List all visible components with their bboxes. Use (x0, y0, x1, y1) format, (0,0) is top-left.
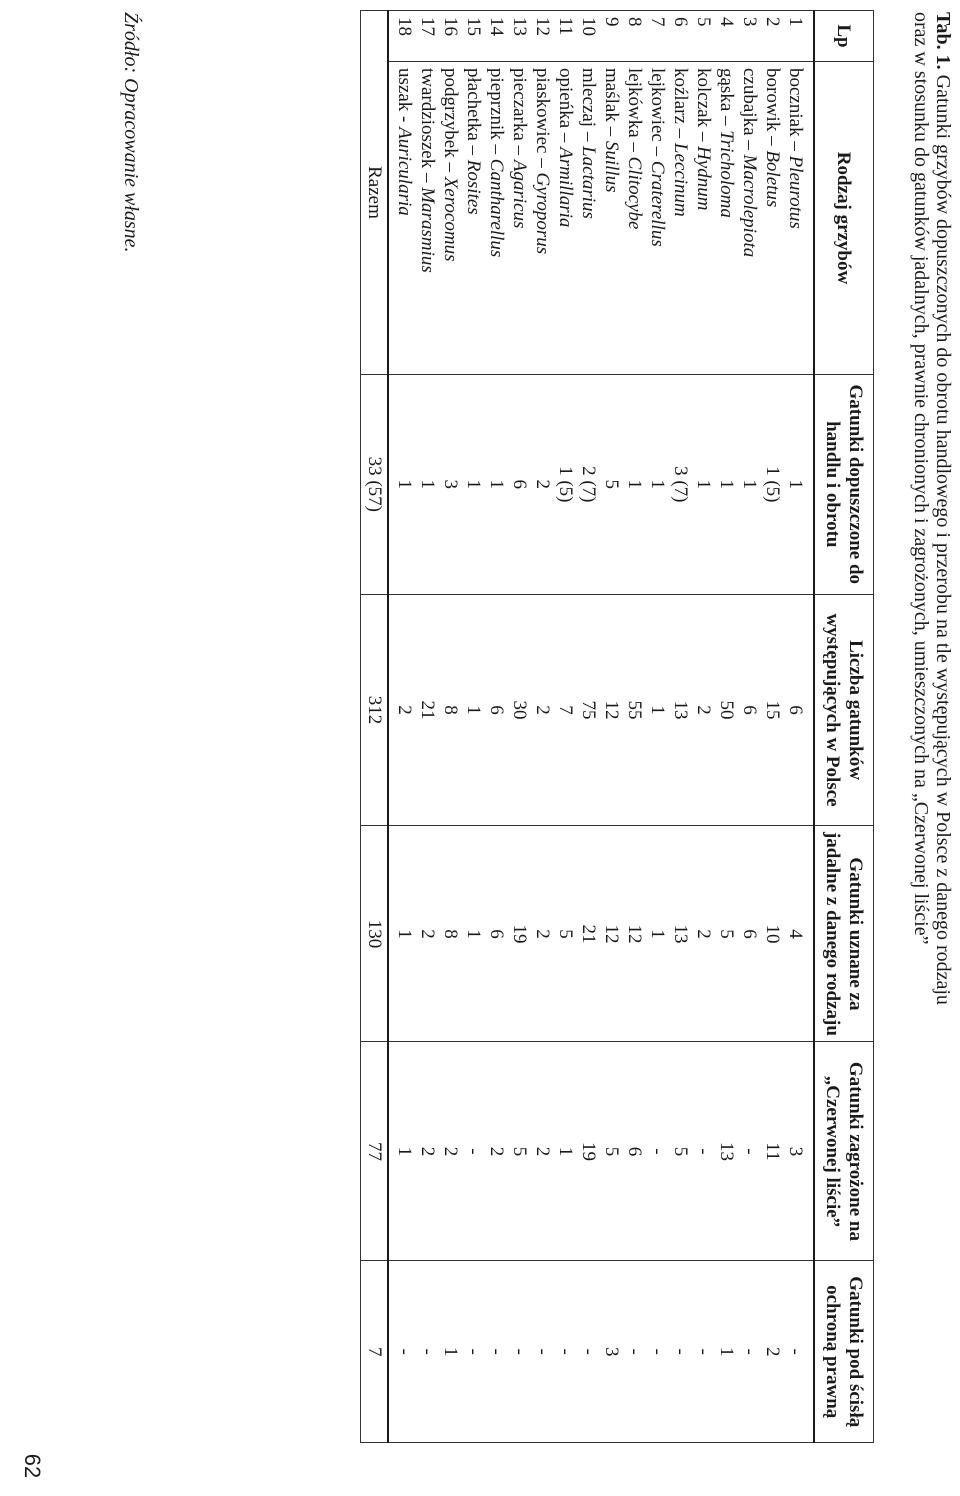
row-species-count: 21 (416, 594, 439, 826)
row-red-list: 5 (669, 1042, 692, 1261)
row-red-list: 3 (784, 1042, 814, 1261)
row-genus (715, 62, 738, 375)
row-allowed: 1 (646, 375, 669, 595)
genus-common-name: borowik – (762, 68, 784, 151)
row-genus (388, 62, 416, 375)
genus-common-name: uszak - (394, 68, 416, 128)
table-row (388, 11, 416, 1443)
genus-latin-name: Agaricus (509, 159, 531, 229)
header-row (814, 11, 874, 1443)
genus-latin-name: Pleurotus (785, 155, 807, 229)
row-species-count: 30 (508, 594, 531, 826)
row-allowed: 1 (5) (554, 375, 577, 595)
row-protected: - (577, 1261, 600, 1443)
row-edible: 19 (508, 826, 531, 1042)
row-lp: 5 (692, 11, 715, 62)
row-edible: 2 (692, 826, 715, 1042)
row-genus (439, 62, 462, 375)
table-row (416, 11, 439, 1443)
row-allowed: 1 (738, 375, 761, 595)
row-red-list: 6 (623, 1042, 646, 1261)
row-genus (577, 62, 600, 375)
header-protected: Gatunki pod ścisłą ochroną prawną (814, 1261, 874, 1443)
row-red-list: - (462, 1042, 485, 1261)
table-row (485, 11, 508, 1443)
genus-common-name: boczniak – (785, 68, 807, 156)
total-allowed: 33 (57) (361, 375, 389, 595)
row-red-list: - (692, 1042, 715, 1261)
page-number: 62 (20, 1453, 45, 1479)
row-lp: 9 (600, 11, 623, 62)
row-red-list: 2 (531, 1042, 554, 1261)
row-genus (531, 62, 554, 375)
row-lp: 17 (416, 11, 439, 62)
table-row (623, 11, 646, 1443)
row-allowed: 1 (623, 375, 646, 595)
row-lp: 16 (439, 11, 462, 62)
row-red-list: 11 (761, 1042, 784, 1261)
genus-common-name: piaskowiec – (532, 68, 554, 173)
source-note: Źródło: Opracowanie własne. (120, 12, 142, 253)
row-edible: 6 (485, 826, 508, 1042)
total-protected: 7 (361, 1261, 389, 1443)
row-edible: 4 (784, 826, 814, 1042)
total-edible: 130 (361, 826, 389, 1042)
row-protected: 3 (600, 1261, 623, 1443)
row-allowed: 1 (388, 375, 416, 595)
row-red-list: - (646, 1042, 669, 1261)
row-genus (462, 62, 485, 375)
row-edible: 21 (577, 826, 600, 1042)
header-species-count: Liczba gatunków występujących w Polsce (814, 594, 874, 826)
row-species-count: 2 (388, 594, 416, 826)
row-red-list: - (738, 1042, 761, 1261)
row-genus (416, 62, 439, 375)
row-edible: 2 (531, 826, 554, 1042)
row-genus (485, 62, 508, 375)
row-allowed: 3 (439, 375, 462, 595)
table-row (669, 11, 692, 1443)
row-lp: 13 (508, 11, 531, 62)
row-lp: 4 (715, 11, 738, 62)
row-genus (784, 62, 814, 375)
row-species-count: 1 (646, 594, 669, 826)
row-species-count: 75 (577, 594, 600, 826)
row-lp: 12 (531, 11, 554, 62)
row-edible: 13 (669, 826, 692, 1042)
table-row (738, 11, 761, 1443)
genus-latin-name: Tricholoma (716, 130, 738, 218)
genus-common-name: lejkowiec – (647, 68, 669, 161)
row-genus (669, 62, 692, 375)
table-row (784, 11, 814, 1443)
genus-latin-name: Hydnum (693, 146, 715, 211)
row-allowed: 1 (784, 375, 814, 595)
row-protected: - (554, 1261, 577, 1443)
row-red-list: 13 (715, 1042, 738, 1261)
row-protected: - (692, 1261, 715, 1443)
row-protected: - (531, 1261, 554, 1443)
genus-latin-name: Marasmius (417, 187, 439, 273)
row-species-count: 55 (623, 594, 646, 826)
row-allowed: 3 (7) (669, 375, 692, 595)
genus-common-name: pieprznik – (486, 68, 508, 159)
genus-common-name: czubajka – (739, 68, 761, 155)
row-species-count: 6 (784, 594, 814, 826)
row-allowed: 1 (692, 375, 715, 595)
table-caption (910, 12, 954, 1012)
row-species-count: 2 (692, 594, 715, 826)
row-edible: 1 (646, 826, 669, 1042)
row-species-count: 2 (531, 594, 554, 826)
genus-latin-name: Armillaria (555, 147, 577, 228)
row-genus (508, 62, 531, 375)
row-species-count: 7 (554, 594, 577, 826)
row-edible: 8 (439, 826, 462, 1042)
genus-common-name: maślak – (601, 68, 623, 141)
row-edible: 12 (623, 826, 646, 1042)
row-lp: 3 (738, 11, 761, 62)
row-allowed: 6 (508, 375, 531, 595)
genus-latin-name: Xerocomus (440, 176, 462, 262)
row-red-list: 19 (577, 1042, 600, 1261)
genus-common-name: gąska – (716, 68, 738, 131)
row-genus (554, 62, 577, 375)
table-row (715, 11, 738, 1443)
row-edible: 1 (462, 826, 485, 1042)
row-species-count: 12 (600, 594, 623, 826)
row-lp: 11 (554, 11, 577, 62)
caption-label: Tab. 1. (932, 12, 954, 70)
species-table (360, 10, 874, 1443)
header-red-list: Gatunki zagrożone na „Czerwonej liście” (814, 1042, 874, 1261)
row-protected: 1 (715, 1261, 738, 1443)
row-allowed: 1 (462, 375, 485, 595)
table-row (692, 11, 715, 1443)
row-lp: 15 (462, 11, 485, 62)
header-allowed: Gatunki dopuszczone do handlu i obrotu (814, 375, 874, 595)
table-row (577, 11, 600, 1443)
genus-common-name: koźlarz – (670, 68, 692, 143)
row-protected: - (623, 1261, 646, 1443)
genus-common-name: płachetka – (463, 68, 485, 160)
genus-latin-name: Leccinum (670, 142, 692, 217)
table-row (439, 11, 462, 1443)
table-row (600, 11, 623, 1443)
genus-latin-name: Gyroporus (532, 172, 554, 255)
genus-latin-name: Cantharellus (486, 158, 508, 258)
row-species-count: 6 (485, 594, 508, 826)
row-red-list: 5 (600, 1042, 623, 1261)
row-species-count: 15 (761, 594, 784, 826)
row-lp: 7 (646, 11, 669, 62)
genus-latin-name: Clitocybe (624, 156, 646, 230)
row-red-list: 1 (388, 1042, 416, 1261)
row-protected: - (416, 1261, 439, 1443)
table-row (646, 11, 669, 1443)
row-genus (623, 62, 646, 375)
row-genus (600, 62, 623, 375)
row-protected: 1 (439, 1261, 462, 1443)
row-red-list: 2 (485, 1042, 508, 1261)
row-protected: - (508, 1261, 531, 1443)
header-edible: Gatunki uznane za jadalne z danego rodzaju (814, 826, 874, 1042)
table-row (761, 11, 784, 1443)
row-species-count: 50 (715, 594, 738, 826)
row-allowed: 1 (485, 375, 508, 595)
genus-latin-name: Suillus (601, 140, 623, 193)
genus-latin-name: Craterellus (647, 160, 669, 247)
total-species-count: 312 (361, 594, 389, 826)
genus-common-name: pieczarka – (509, 68, 531, 160)
row-species-count: 13 (669, 594, 692, 826)
row-genus (761, 62, 784, 375)
table-body (388, 11, 814, 1443)
row-red-list: 2 (416, 1042, 439, 1261)
row-lp: 18 (388, 11, 416, 62)
table-row (531, 11, 554, 1443)
header-lp: Lp (814, 11, 874, 62)
caption-text: Gatunki grzybów dopuszczonych do obrotu handlowego i przerobu na tle występujących w Polsce z danego rodzaju oraz w stosunku do gatunków jadalnych, prawnie chronionych i zagrożonych, umieszczonych na „Czerwonej liście” (910, 12, 954, 1005)
header-genus: Rodzaj grzybów (814, 62, 874, 375)
row-red-list: 1 (554, 1042, 577, 1261)
row-protected: - (784, 1261, 814, 1443)
table-row (508, 11, 531, 1443)
row-protected: - (646, 1261, 669, 1443)
row-protected: - (388, 1261, 416, 1443)
genus-latin-name: Rosites (463, 159, 485, 215)
genus-latin-name: Auricularia (394, 127, 416, 216)
row-edible: 10 (761, 826, 784, 1042)
row-allowed: 1 (715, 375, 738, 595)
total-red-list: 77 (361, 1042, 389, 1261)
genus-latin-name: Lactarius (578, 146, 600, 219)
genus-common-name: kolczak – (693, 68, 715, 147)
row-protected: - (738, 1261, 761, 1443)
row-lp: 10 (577, 11, 600, 62)
table-row (462, 11, 485, 1443)
row-lp: 6 (669, 11, 692, 62)
row-edible: 2 (416, 826, 439, 1042)
row-lp: 2 (761, 11, 784, 62)
row-protected: - (485, 1261, 508, 1443)
genus-common-name: podgrzybek – (440, 68, 462, 177)
total-label: Razem (361, 11, 389, 375)
row-species-count: 1 (462, 594, 485, 826)
genus-common-name: mleczaj – (578, 68, 600, 147)
row-red-list: 5 (508, 1042, 531, 1261)
genus-common-name: lejkówka – (624, 68, 646, 157)
row-protected: 2 (761, 1261, 784, 1443)
row-allowed: 2 (7) (577, 375, 600, 595)
row-species-count: 6 (738, 594, 761, 826)
total-row (361, 11, 389, 1443)
genus-common-name: twardzioszek – (417, 68, 439, 188)
row-edible: 5 (554, 826, 577, 1042)
row-edible: 6 (738, 826, 761, 1042)
row-allowed: 1 (416, 375, 439, 595)
row-allowed: 2 (531, 375, 554, 595)
genus-common-name: opieńka – (555, 68, 577, 148)
table-row (554, 11, 577, 1443)
row-genus (692, 62, 715, 375)
row-allowed: 5 (600, 375, 623, 595)
row-edible: 5 (715, 826, 738, 1042)
row-edible: 1 (388, 826, 416, 1042)
row-genus (738, 62, 761, 375)
row-edible: 12 (600, 826, 623, 1042)
row-protected: - (462, 1261, 485, 1443)
row-species-count: 8 (439, 594, 462, 826)
row-protected: - (669, 1261, 692, 1443)
row-allowed: 1 (5) (761, 375, 784, 595)
row-genus (646, 62, 669, 375)
row-lp: 14 (485, 11, 508, 62)
genus-latin-name: Macrolepiota (739, 154, 761, 258)
row-lp: 1 (784, 11, 814, 62)
genus-latin-name: Boletus (762, 150, 784, 208)
row-red-list: 2 (439, 1042, 462, 1261)
row-lp: 8 (623, 11, 646, 62)
